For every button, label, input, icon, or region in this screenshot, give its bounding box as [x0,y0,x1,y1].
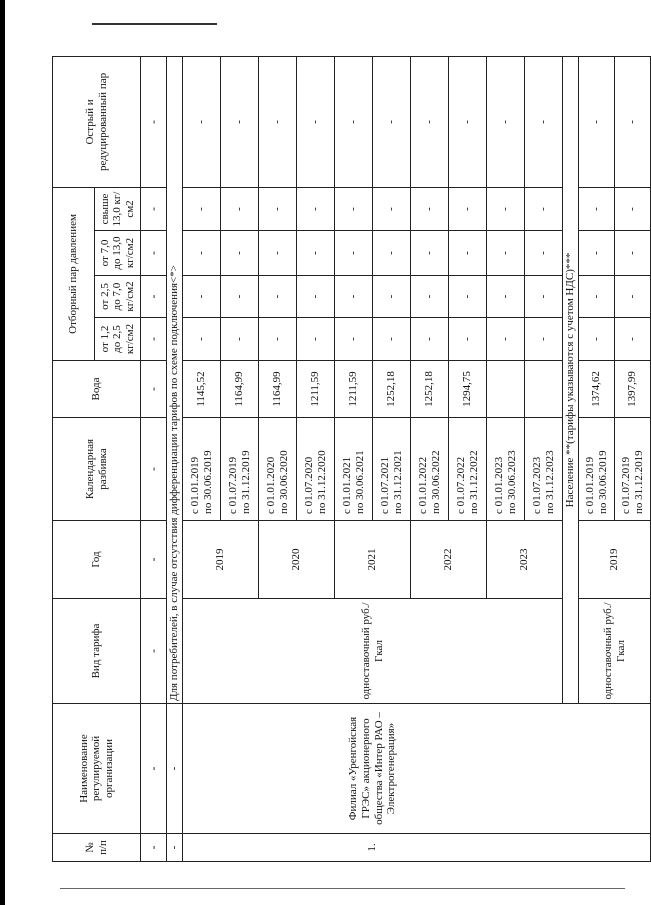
period-cell: с 01.01.2023 по 30.06.2023 [487,418,525,521]
steam-value: - [335,318,373,361]
section-row [563,56,579,861]
water-value: 1164,99 [259,361,297,418]
period-cell: с 01.07.2021 по 31.12.2021 [373,418,411,521]
dash-row [141,56,167,861]
cell-dash: - [141,834,167,862]
col-steam: Отборный пар давлением [53,187,95,360]
steam-value: - [579,231,615,276]
steam-value: - [449,187,487,230]
organization-name: Филиал «Уренгойская ГРЭС» акционерного общества «Интер РАО – Электрогенерация» [183,704,563,834]
water-value: 1211,59 [335,361,373,418]
period-cell: с 01.07.2023 по 31.12.2023 [525,418,563,521]
bottom-rule [60,888,625,889]
cell-dash: - [167,704,183,834]
acute-steam-value: - [335,56,373,187]
col-calendar: Календарная разбивка [53,418,141,521]
cell-dash: - [167,834,183,862]
steam-value: - [487,318,525,361]
acute-steam-value: - [615,56,651,187]
steam-value: - [579,276,615,318]
water-value [525,361,563,418]
steam-value: - [221,187,259,230]
steam-value: - [259,231,297,276]
acute-steam-value: - [297,56,335,187]
water-value: 1145,52 [183,361,221,418]
col-steam-3: от 7,0 до 13,0 кг/см2 [95,231,141,276]
steam-value: - [579,187,615,230]
steam-value: - [183,276,221,318]
water-value: 1294,75 [449,361,487,418]
period-cell: с 01.01.2022 по 30.06.2022 [411,418,449,521]
steam-value: - [259,276,297,318]
period-cell: с 01.07.2019 по 31.12.2019 [221,418,259,521]
steam-value: - [297,187,335,230]
col-steam-1: от 1,2 до 2,5 кг/см2 [95,318,141,361]
blank-cell [579,834,651,862]
steam-value: - [411,187,449,230]
table-row [579,56,615,861]
period-cell: с 01.01.2019 по 30.06.2019 [579,418,615,521]
steam-value: - [487,187,525,230]
steam-value: - [411,318,449,361]
rotated-page [52,57,645,862]
steam-value: - [615,231,651,276]
section-row [167,56,183,861]
steam-value: - [487,231,525,276]
steam-value: - [259,187,297,230]
steam-value: - [525,276,563,318]
steam-value: - [615,187,651,230]
steam-value: - [411,231,449,276]
col-steam-4: свыше 13,0 кг/см2 [95,187,141,230]
cell-dash: - [141,276,167,318]
tariff-kind: одноставочный руб./Гкал [579,599,651,704]
cell-dash: - [141,187,167,230]
steam-value: - [221,318,259,361]
steam-value: - [487,276,525,318]
col-year: Год [53,521,141,599]
col-tariff-type: Вид тарифа [53,599,141,704]
cell-dash: - [141,599,167,704]
header-row-1 [53,56,95,861]
water-value: 1252,18 [411,361,449,418]
col-water: Вода [53,361,141,418]
steam-value: - [449,318,487,361]
water-value: 1252,18 [373,361,411,418]
water-value [487,361,525,418]
steam-value: - [525,318,563,361]
year-cell: 2023 [487,521,563,599]
water-value: 1374,62 [579,361,615,418]
period-cell: с 01.01.2019 по 30.06.2019 [183,418,221,521]
steam-value: - [373,276,411,318]
steam-value: - [373,231,411,276]
acute-steam-value: - [449,56,487,187]
blank-cell [563,834,579,862]
section-title: Для потребителей, в случае отсутствия дифференциации тарифов по схеме подключения<*> [167,56,183,703]
steam-value: - [525,187,563,230]
water-value: 1164,99 [221,361,259,418]
tariff-table [52,56,651,862]
steam-value: - [335,231,373,276]
steam-value: - [183,231,221,276]
steam-value: - [259,318,297,361]
cell-dash: - [141,361,167,418]
acute-steam-value: - [525,56,563,187]
acute-steam-value: - [373,56,411,187]
section-title: Население **(тарифы указываются с учетом НДС)*** [563,56,579,703]
year-cell: 2019 [183,521,259,599]
col-number: № п/п [53,834,141,862]
steam-value: - [579,318,615,361]
year-cell: 2022 [411,521,487,599]
acute-steam-value: - [487,56,525,187]
year-cell: 2019 [579,521,651,599]
steam-value: - [373,187,411,230]
steam-value: - [615,318,651,361]
acute-steam-value: - [259,56,297,187]
col-organization: Наименование регулируемой организации [53,704,141,834]
steam-value: - [297,276,335,318]
top-rule [92,23,217,25]
period-cell: с 01.01.2021 по 30.06.2021 [335,418,373,521]
cell-dash: - [141,231,167,276]
col-steam-2: от 2,5 до 7,0 кг/см2 [95,276,141,318]
steam-value: - [297,231,335,276]
table-row [183,56,221,861]
scan-edge [0,0,5,905]
steam-value: - [297,318,335,361]
steam-value: - [411,276,449,318]
year-cell: 2020 [259,521,335,599]
steam-value: - [449,276,487,318]
period-cell: с 01.07.2019 по 31.12.2019 [615,418,651,521]
col-acute-steam: Острый и редуцированный пар [53,56,141,187]
water-value: 1397,99 [615,361,651,418]
period-cell: с 01.07.2022 по 31.12.2022 [449,418,487,521]
row-number: 1. [183,834,563,862]
steam-value: - [373,318,411,361]
steam-value: - [615,276,651,318]
acute-steam-value: - [221,56,259,187]
steam-value: - [335,187,373,230]
period-cell: с 01.07.2020 по 31.12.2020 [297,418,335,521]
water-value: 1211,59 [297,361,335,418]
period-cell: с 01.01.2020 по 30.06.2020 [259,418,297,521]
cell-dash: - [141,318,167,361]
steam-value: - [221,231,259,276]
cell-dash: - [141,418,167,521]
cell-dash: - [141,704,167,834]
steam-value: - [183,187,221,230]
steam-value: - [449,231,487,276]
year-cell: 2021 [335,521,411,599]
cell-dash: - [141,56,167,187]
steam-value: - [525,231,563,276]
steam-value: - [183,318,221,361]
blank-cell [563,704,579,834]
acute-steam-value: - [579,56,615,187]
acute-steam-value: - [183,56,221,187]
blank-cell [579,704,651,834]
steam-value: - [221,276,259,318]
steam-value: - [335,276,373,318]
cell-dash: - [141,521,167,599]
tariff-kind: одноставочный руб./Гкал [183,599,563,704]
acute-steam-value: - [411,56,449,187]
